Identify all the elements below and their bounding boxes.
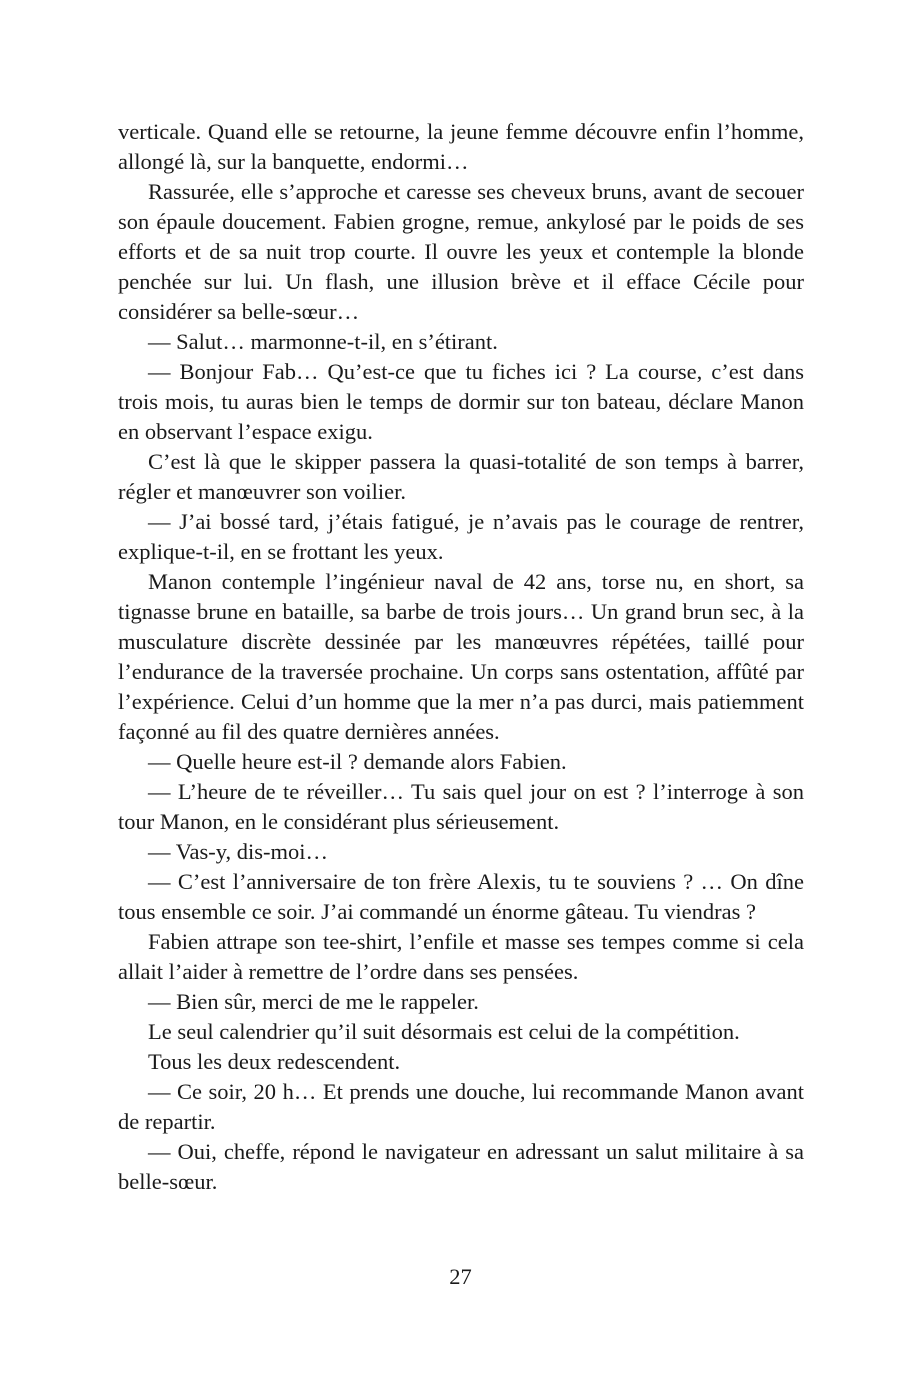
paragraph: C’est là que le skipper passera la quasi-totalité de son temps à barrer, régler et manœuvrer son voilier. <box>118 449 804 504</box>
paragraph: Fabien attrape son tee-shirt, l’enfile et masse ses tempes comme si cela allait l’aider à remettre de l’ordre dans ses pensées. <box>118 929 804 984</box>
paragraph: — Bonjour Fab… Qu’est-ce que tu fiches ici ? La course, c’est dans trois mois, tu auras bien le temps de dormir sur ton bateau, déclare Manon en observant l’espace exigu. <box>118 359 804 444</box>
paragraph: — Bien sûr, merci de me le rappeler. <box>148 989 479 1014</box>
page-number: 27 <box>449 1264 472 1289</box>
paragraph: — Ce soir, 20 h… Et prends une douche, lui recommande Manon avant de repartir. <box>118 1079 804 1134</box>
page-body <box>118 117 804 1197</box>
paragraph: — C’est l’anniversaire de ton frère Alexis, tu te souviens ? … On dîne tous ensemble ce soir. J’ai commandé un énorme gâteau. Tu viendras ? <box>118 869 804 924</box>
paragraph: Manon contemple l’ingénieur naval de 42 ans, torse nu, en short, sa tignasse brune en bataille, sa barbe de trois jours… Un grand brun sec, à la musculature discrète dessinée par les manœuvres répétées, taillé pour l’endurance de la traversée prochaine. Un corps sans ostentation, affûté par l’expérience. Celui d’un homme que la mer n’a pas durci, mais patiemment façonné au fil des quatre dernières années. <box>118 569 804 744</box>
paragraph: — L’heure de te réveiller… Tu sais quel jour on est ? l’interroge à son tour Manon, en le considérant plus sérieusement. <box>118 779 804 834</box>
paragraph: verticale. Quand elle se retourne, la jeune femme découvre enfin l’homme, allongé là, sur la banquette, endormi… <box>118 119 804 174</box>
paragraph: — Oui, cheffe, répond le navigateur en adressant un salut militaire à sa belle-sœur. <box>118 1139 804 1194</box>
paragraph: — J’ai bossé tard, j’étais fatigué, je n’avais pas le courage de rentrer, explique-t-il, en se frottant les yeux. <box>118 509 804 564</box>
paragraph: — Quelle heure est-il ? demande alors Fabien. <box>148 749 567 774</box>
paragraph: — Salut… marmonne-t-il, en s’étirant. <box>148 329 498 354</box>
paragraph: Rassurée, elle s’approche et caresse ses cheveux bruns, avant de secouer son épaule doucement. Fabien grogne, remue, ankylosé par le poids de ses efforts et de sa nuit trop courte. Il ouvre les yeux et contemple la blonde penchée sur lui. Un flash, une illusion brève et il efface Cécile pour considérer sa belle-sœur… <box>118 179 804 324</box>
paragraph: — Vas-y, dis-moi… <box>148 839 328 864</box>
paragraph: Le seul calendrier qu’il suit désormais est celui de la compétition. <box>148 1019 740 1044</box>
paragraph: Tous les deux redescendent. <box>148 1049 401 1074</box>
